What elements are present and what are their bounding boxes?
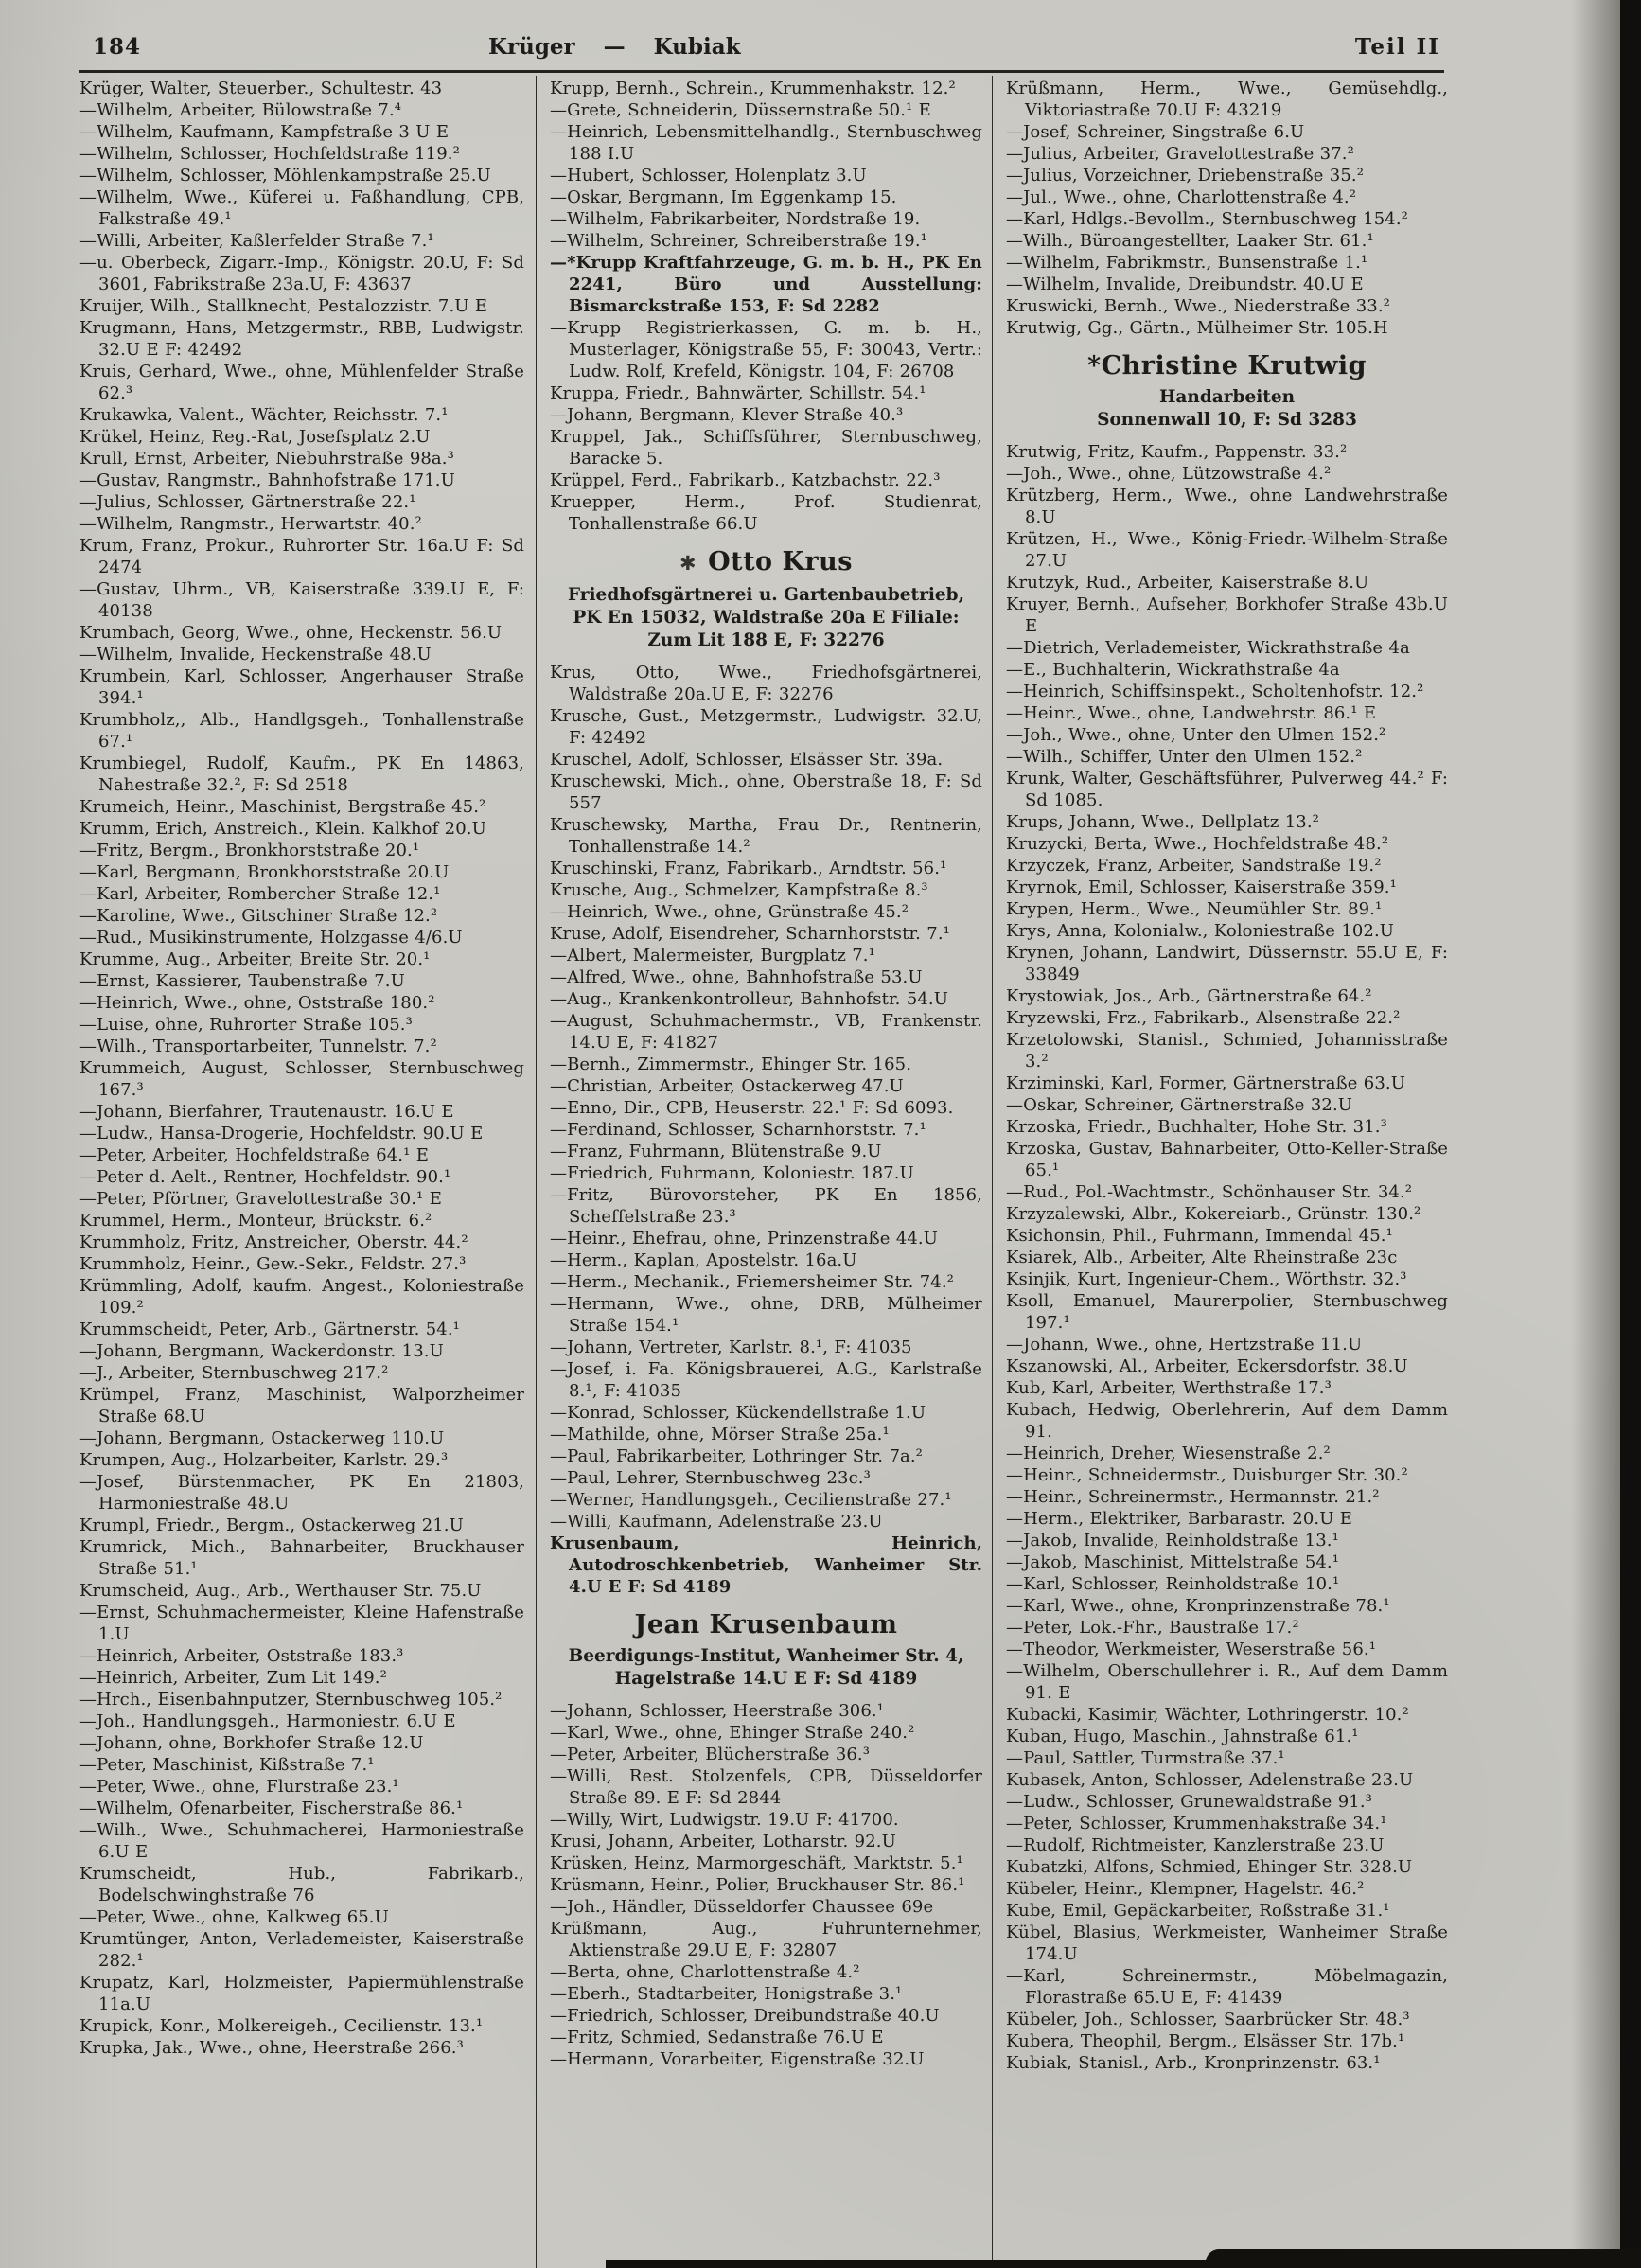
directory-entry: —Jakob, Invalide, Reinholdstraße 13.¹ — [1006, 1531, 1339, 1550]
column-3 — [992, 76, 1448, 2268]
directory-entry: Kubiak, Stanisl., Arb., Kronprinzenstr. 63.¹ — [1006, 2053, 1381, 2073]
page-title — [488, 34, 741, 60]
directory-entry: —J., Arbeiter, Sternbuschweg 217.² — [79, 1363, 389, 1383]
ad-line: Handarbeiten — [1158, 387, 1296, 407]
directory-entry: Krzyczek, Franz, Arbeiter, Sandstraße 19.² — [1006, 856, 1382, 876]
directory-entry: —Johann, Vertreter, Karlstr. 8.¹, F: 41035 — [550, 1338, 912, 1357]
directory-entry: Ksoll, Emanuel, Maurerpolier, Sternbuschweg 197.¹ — [1006, 1291, 1448, 1333]
directory-entry: —Jul., Wwe., ohne, Charlottenstraße 4.² — [1006, 187, 1357, 207]
directory-entry: —Wilhelm, Fabrikarbeiter, Nordstraße 19. — [550, 209, 921, 229]
directory-entry: —Ludw., Schlosser, Grunewaldstraße 91.³ — [1006, 1792, 1372, 1812]
directory-entry: —Peter, Schlosser, Krummenhakstraße 34.¹ — [1006, 1814, 1387, 1834]
directory-entry: Krumbholz,, Alb., Handlgsgeh., Tonhallenstraße 67.¹ — [79, 710, 524, 752]
directory-entry: Krutzyk, Rud., Arbeiter, Kaiserstraße 8.U — [1006, 573, 1369, 593]
directory-entry: Krzoska, Gustav, Bahnarbeiter, Otto-Keller-Straße 65.¹ — [1006, 1139, 1448, 1180]
directory-entry: Kruis, Gerhard, Wwe., ohne, Mühlenfelder Straße 62.³ — [79, 362, 524, 403]
directory-entry: —Albert, Malermeister, Burgplatz 7.¹ — [550, 946, 875, 966]
directory-entry: —Luise, ohne, Ruhrorter Straße 105.³ — [79, 1015, 413, 1035]
directory-entry: Krüsken, Heinz, Marmorgeschäft, Marktstr. 5.¹ — [550, 1853, 963, 1873]
directory-entry: Krups, Johann, Wwe., Dellplatz 13.² — [1006, 812, 1319, 832]
directory-entry: —Oskar, Bergmann, Im Eggenkamp 15. — [550, 187, 897, 207]
directory-entry: —Rud., Pol.-Wachtmstr., Schönhauser Str. 34.² — [1006, 1182, 1413, 1202]
directory-ad — [550, 1609, 982, 1691]
directory-entry: Krumscheid, Aug., Arb., Werthauser Str. 75.U — [79, 1581, 482, 1601]
directory-entry: —Wilhelm, Invalide, Dreibundstr. 40.U E — [1006, 275, 1364, 294]
directory-entry: —Josef, i. Fa. Königsbrauerei, A.G., Karlstraße 8.¹, F: 41035 — [550, 1359, 982, 1401]
directory-entry: —Heinrich, Wwe., ohne, Oststraße 180.² — [79, 993, 435, 1013]
directory-entry: —Wilhelm, Schlosser, Hochfeldstraße 119.² — [79, 144, 460, 164]
directory-entry: —Paul, Sattler, Turmstraße 37.¹ — [1006, 1748, 1285, 1768]
directory-entry: —Rud., Musikinstrumente, Holzgasse 4/6.U — [79, 928, 463, 948]
ad-line: Zum Lit 188 E, F: 32276 — [647, 630, 885, 650]
directory-entry: Krusi, Johann, Arbeiter, Lotharstr. 92.U — [550, 1832, 896, 1852]
ad-line: Hagelstraße 14.U E F: Sd 4189 — [614, 1669, 918, 1689]
directory-entry: —Johann, Wwe., ohne, Hertzstraße 11.U — [1006, 1335, 1363, 1355]
column-1 — [79, 76, 536, 2268]
directory-entry: Krusche, Gust., Metzgermstr., Ludwigstr. 32.U, F: 42492 — [550, 706, 982, 748]
directory-entry: —Heinr., Wwe., ohne, Landwehrstr. 86.¹ E — [1006, 703, 1377, 723]
directory-entry: Ksichonsin, Phil., Fuhrmann, Immendal 45.¹ — [1006, 1226, 1393, 1246]
directory-entry: —Gustav, Rangmstr., Bahnhofstraße 171.U — [79, 470, 455, 490]
directory-entry: Kryzewski, Frz., Fabrikarb., Alsenstraße 22.² — [1006, 1008, 1401, 1028]
directory-entry: —Wilh., Transportarbeiter, Tunnelstr. 7.² — [79, 1037, 437, 1056]
directory-entry: Krützen, H., Wwe., König-Friedr.-Wilhelm-Straße 27.U — [1006, 529, 1448, 571]
directory-entry: —Heinrich, Arbeiter, Oststraße 183.³ — [79, 1646, 404, 1666]
directory-entry: Krynen, Johann, Landwirt, Düssernstr. 55.U E, F: 33849 — [1006, 943, 1448, 984]
directory-entry: —Willy, Wirt, Ludwigstr. 19.U F: 41700. — [550, 1810, 899, 1830]
directory-entry: —Karoline, Wwe., Gitschiner Straße 12.² — [79, 906, 438, 926]
directory-entry: Krümmling, Adolf, kaufm. Angest., Koloniestraße 109.² — [79, 1276, 524, 1318]
directory-entry: Krumbach, Georg, Wwe., ohne, Heckenstr. 56.U — [79, 623, 503, 643]
directory-entry: Krumbiegel, Rudolf, Kaufm., PK En 14863, Nahestraße 32.², F: Sd 2518 — [79, 753, 524, 795]
directory-entry: Krüßmann, Aug., Fuhrunternehmer, Aktienstraße 29.U E, F: 32807 — [550, 1919, 982, 1960]
directory-entry: Kubach, Hedwig, Oberlehrerin, Auf dem Damm 91. — [1006, 1400, 1448, 1442]
directory-entry: —Johann, ohne, Borkhofer Straße 12.U — [79, 1733, 424, 1753]
directory-entry: Krützberg, Herm., Wwe., ohne Landwehrstraße 8.U — [1006, 486, 1448, 527]
directory-entry: —Herm., Kaplan, Apostelstr. 16a.U — [550, 1250, 857, 1270]
directory-entry: —Heinrich, Arbeiter, Zum Lit 149.² — [79, 1668, 387, 1688]
page-number: 184 — [93, 34, 142, 60]
directory-entry: —Heinrich, Lebensmittelhandlg., Sternbuschweg 188 I.U — [550, 122, 982, 164]
directory-entry: —Jakob, Maschinist, Mittelstraße 54.¹ — [1006, 1552, 1340, 1572]
directory-entry: Krukawka, Valent., Wächter, Reichsstr. 7.¹ — [79, 405, 449, 425]
directory-entry: Kruschel, Adolf, Schlosser, Elsässer Str. 39a. — [550, 750, 944, 770]
directory-entry: Kubacki, Kasimir, Wächter, Lothringerstr. 10.² — [1006, 1705, 1409, 1725]
directory-entry: —Joh., Händler, Düsseldorfer Chaussee 69e — [550, 1897, 934, 1917]
directory-entry: —Karl, Arbeiter, Rombercher Straße 12.¹ — [79, 884, 441, 904]
directory-entry: Krüßmann, Herm., Wwe., Gemüsehdlg., Viktoriastraße 70.U F: 43219 — [1006, 79, 1448, 120]
directory-entry: Krzetolowski, Stanisl., Schmied, Johannisstraße 3.² — [1006, 1030, 1448, 1072]
directory-entry: —Joh., Wwe., ohne, Lützowstraße 4.² — [1006, 464, 1332, 484]
directory-entry: Krumpl, Friedr., Bergm., Ostackerweg 21.U — [79, 1515, 464, 1535]
part-label: Teil II — [1354, 34, 1440, 60]
directory-entry: Krummel, Herm., Monteur, Brückstr. 6.² — [79, 1211, 432, 1231]
directory-entry: —Peter, Maschinist, Kißstraße 7.¹ — [79, 1755, 375, 1775]
directory-entry: Kruijer, Wilh., Stallknecht, Pestalozzistr. 7.U E — [79, 296, 488, 316]
header-rule — [79, 70, 1444, 73]
directory-entry: —Karl, Bergmann, Bronkhorststraße 20.U — [79, 862, 450, 882]
directory-entry: Kübel, Blasius, Werkmeister, Wanheimer Straße 174.U — [1006, 1922, 1448, 1964]
ad-line: Friedhofsgärtnerei u. Gartenbaubetrieb, — [567, 585, 965, 605]
directory-entry: —Karl, Wwe., ohne, Kronprinzenstraße 78.¹ — [1006, 1596, 1390, 1616]
directory-entry: Krumrick, Mich., Bahnarbeiter, Bruckhauser Straße 51.¹ — [79, 1537, 524, 1579]
ad-title: *Christine Krutwig — [1086, 351, 1368, 381]
directory-entry: —Wilhelm, Oberschullehrer i. R., Auf dem Damm 91. E — [1006, 1661, 1448, 1703]
directory-entry: —Heinr., Schreinermstr., Hermannstr. 21.² — [1006, 1487, 1380, 1507]
directory-entry: —Herm., Mechanik., Friemersheimer Str. 74.² — [550, 1272, 954, 1292]
directory-entry: —August, Schuhmachermstr., VB, Frankenstr. 14.U E, F: 41827 — [550, 1011, 982, 1053]
directory-entry: —Josef, Bürstenmacher, PK En 21803, Harmoniestraße 48.U — [79, 1472, 524, 1514]
directory-entry: —Wilhelm, Fabrikmstr., Bunsenstraße 1.¹ — [1006, 253, 1368, 273]
directory-entry: —Friedrich, Fuhrmann, Koloniestr. 187.U — [550, 1163, 914, 1183]
directory-entry: Ksiarek, Alb., Arbeiter, Alte Rheinstraße 23c — [1006, 1248, 1398, 1267]
directory-entry: Kruyer, Bernh., Aufseher, Borkhofer Straße 43b.U E — [1006, 594, 1448, 636]
directory-entry: —Aug., Krankenkontrolleur, Bahnhofstr. 54.U — [550, 989, 949, 1009]
directory-entry: Krummholz, Fritz, Anstreicher, Oberstr. 44.² — [79, 1232, 468, 1252]
directory-entry: Krupick, Konr., Molkereigeh., Cecilienstr. 13.¹ — [79, 2016, 484, 2036]
scan-edge-right — [1620, 0, 1641, 2268]
directory-entry: Krus, Otto, Wwe., Friedhofsgärtnerei, Waldstraße 20a.U E, F: 32276 — [550, 663, 982, 704]
directory-entry: —Fritz, Bürovorsteher, PK En 1856, Scheffelstraße 23.³ — [550, 1185, 982, 1227]
directory-entry: —Johann, Bergmann, Wackerdonstr. 13.U — [79, 1341, 444, 1361]
directory-entry: Krükel, Heinz, Reg.-Rat, Josefsplatz 2.U — [79, 427, 431, 447]
directory-entry: —Julius, Schlosser, Gärtnerstraße 22.¹ — [79, 492, 416, 512]
directory-entry: —Gustav, Uhrm., VB, Kaiserstraße 339.U E, F: 40138 — [79, 579, 524, 621]
directory-entry: Krümpel, Franz, Maschinist, Walporzheimer Straße 68.U — [79, 1385, 524, 1426]
ad-line: Beerdigungs-Institut, Wanheimer Str. 4, — [568, 1646, 964, 1666]
scan-edge-bottom — [606, 2260, 1641, 2268]
directory-entry: —Johann, Schlosser, Heerstraße 306.¹ — [550, 1701, 885, 1721]
directory-entry: —Oskar, Schreiner, Gärtnerstraße 32.U — [1006, 1095, 1353, 1115]
directory-entry: —Theodor, Werkmeister, Weserstraße 56.¹ — [1006, 1639, 1377, 1659]
directory-entry: —Wilhelm, Kaufmann, Kampfstraße 3 U E — [79, 122, 450, 142]
directory-entry: Kubatzki, Alfons, Schmied, Ehinger Str. 328.U — [1006, 1857, 1413, 1877]
directory-entry: —Eberh., Stadtarbeiter, Honigstraße 3.¹ — [550, 1984, 903, 2004]
directory-entry: —Karl, Wwe., ohne, Ehinger Straße 240.² — [550, 1723, 915, 1743]
directory-entry: —Wilhelm, Invalide, Heckenstraße 48.U — [79, 645, 432, 664]
directory-entry: Krupka, Jak., Wwe., ohne, Heerstraße 266.³ — [79, 2038, 464, 2058]
page-header — [79, 32, 1444, 68]
directory-entry: —Fritz, Bergm., Bronkhorststraße 20.¹ — [79, 841, 420, 860]
directory-entry: —Wilhelm, Arbeiter, Bülowstraße 7.⁴ — [79, 100, 402, 120]
directory-entry: —Friedrich, Schlosser, Dreibundstraße 40.U — [550, 2006, 940, 2026]
directory-entry: —Heinrich, Schiffsinspekt., Scholtenhofstr. 12.² — [1006, 682, 1424, 701]
directory-entry: —Peter, Wwe., ohne, Flurstraße 23.¹ — [79, 1777, 399, 1797]
directory-entry: —Ferdinand, Schlosser, Scharnhorststr. 7.¹ — [550, 1120, 926, 1140]
directory-entry: —Peter, Arbeiter, Hochfeldstraße 64.¹ E — [79, 1145, 430, 1165]
directory-entry: Krusche, Aug., Schmelzer, Kampfstraße 8.³ — [550, 880, 928, 900]
directory-entry: Krull, Ernst, Arbeiter, Niebuhrstraße 98a.³ — [79, 449, 454, 469]
florette-ornament-icon: ✱ — [679, 552, 697, 575]
directory-entry: —Johann, Bergmann, Klever Straße 40.³ — [550, 405, 904, 425]
directory-entry: —Hubert, Schlosser, Holenplatz 3.U — [550, 166, 867, 186]
directory-entry: Krumeich, Heinr., Maschinist, Bergstraße 45.² — [79, 797, 486, 817]
directory-entry: —Willi, Kaufmann, Adelenstraße 23.U — [550, 1512, 883, 1532]
directory-entry: —Hrch., Eisenbahnputzer, Sternbuschweg 105.² — [79, 1690, 503, 1710]
directory-entry: —Julius, Arbeiter, Gravelottestraße 37.² — [1006, 144, 1354, 164]
directory-entry: Krzoska, Friedr., Buchhalter, Hohe Str. 31.³ — [1006, 1117, 1387, 1137]
directory-entry: —Grete, Schneiderin, Düssernstraße 50.¹ E — [550, 100, 931, 120]
directory-entry: —Alfred, Wwe., ohne, Bahnhofstraße 53.U — [550, 967, 923, 987]
directory-entry: Kubasek, Anton, Schlosser, Adelenstraße 23.U — [1006, 1770, 1414, 1790]
directory-entry: Kube, Emil, Gepäckarbeiter, Roßstraße 31.¹ — [1006, 1901, 1390, 1921]
directory-entry: —Johann, Bierfahrer, Trautenaustr. 16.U E — [79, 1102, 454, 1122]
directory-entry: —Willi, Arbeiter, Kaßlerfelder Straße 7.¹ — [79, 231, 434, 251]
directory-entry: —Wilhelm, Rangmstr., Herwartstr. 40.² — [79, 514, 422, 534]
directory-entry: Kruppa, Friedr., Bahnwärter, Schillstr. 54.¹ — [550, 383, 926, 403]
directory-entry: —Peter, Pförtner, Gravelottestraße 30.¹ E — [79, 1189, 442, 1209]
directory-entry: Krusenbaum, Heinrich, Autodroschkenbetrieb, Wanheimer Str. 4.U E F: Sd 4189 — [550, 1533, 982, 1597]
directory-entry: —Peter, Arbeiter, Blücherstraße 36.³ — [550, 1745, 871, 1764]
directory-entry: —Karl, Hdlgs.-Bevollm., Sternbuschweg 154.² — [1006, 209, 1408, 229]
directory-entry: —Christian, Arbeiter, Ostackerweg 47.U — [550, 1076, 904, 1096]
directory-entry: Kruswicki, Bernh., Wwe., Niederstraße 33.² — [1006, 296, 1390, 316]
directory-entry: Ksinjik, Kurt, Ingenieur-Chem., Wörthstr. 32.³ — [1006, 1269, 1407, 1289]
directory-entry: Krumme, Aug., Arbeiter, Breite Str. 20.¹ — [79, 949, 431, 969]
directory-entry: Kub, Karl, Arbeiter, Werthstraße 17.³ — [1006, 1378, 1332, 1398]
directory-entry: —Joh., Handlungsgeh., Harmoniestr. 6.U E — [79, 1711, 456, 1731]
directory-entry: Krummholz, Heinr., Gew.-Sekr., Feldstr. 27.³ — [79, 1254, 467, 1274]
directory-entry: —Wilhelm, Wwe., Küferei u. Faßhandlung, CPB, Falkstraße 49.¹ — [79, 187, 524, 229]
directory-entry: —Krupp Registrierkassen, G. m. b. H., Musterlager, Königstraße 55, F: 30043, Vertr.: Ludw. Rolf, Krefeld, Königstr. 104, F: 26708 — [550, 318, 982, 381]
column-2 — [536, 76, 992, 2268]
directory-entry: —Bernh., Zimmermstr., Ehinger Str. 165. — [550, 1054, 912, 1074]
directory-entry: —Franz, Fuhrmann, Blütenstraße 9.U — [550, 1142, 882, 1161]
directory-entry: Krummeich, August, Schlosser, Sternbuschweg 167.³ — [79, 1058, 524, 1100]
directory-entry: Kruse, Adolf, Eisendreher, Scharnhorststr. 7.¹ — [550, 924, 950, 944]
directory-entry: Krumscheidt, Hub., Fabrikarb., Bodelschwinghstraße 76 — [79, 1864, 524, 1905]
directory-entry: —Heinr., Ehefrau, ohne, Prinzenstraße 44.U — [550, 1229, 939, 1249]
directory-entry: —Berta, ohne, Charlottenstraße 4.² — [550, 1962, 860, 1982]
directory-entry: Kruepper, Herm., Prof. Studienrat, Tonhallenstraße 66.U — [550, 492, 982, 534]
directory-entry: Kruppel, Jak., Schiffsführer, Sternbuschweg, Baracke 5. — [550, 427, 982, 469]
directory-entry: —*Krupp Kraftfahrzeuge, G. m. b. H., PK En 2241, Büro und Ausstellung: Bismarckstraße 153, F: Sd 2282 — [550, 253, 982, 316]
ad-title: Jean Krusenbaum — [634, 1610, 898, 1639]
directory-entry: —Wilhelm, Ofenarbeiter, Fischerstraße 86.¹ — [79, 1798, 464, 1818]
directory-entry: —Werner, Handlungsgeh., Cecilienstraße 27.¹ — [550, 1490, 952, 1510]
directory-entry: —Karl, Schreinermstr., Möbelmagazin, Florastraße 65.U E, F: 41439 — [1006, 1966, 1448, 2008]
directory-entry: —Hermann, Vorarbeiter, Eigenstraße 32.U — [550, 2049, 925, 2069]
directory-entry: —Peter, Wwe., ohne, Kalkweg 65.U — [79, 1907, 389, 1927]
directory-entry: —Ernst, Schuhmachermeister, Kleine Hafenstraße 1.U — [79, 1603, 524, 1644]
scan-shadow-right — [1571, 0, 1620, 2268]
ad-title: ✱ Otto Krus — [679, 547, 853, 576]
directory-entry: —Mathilde, ohne, Mörser Straße 25a.¹ — [550, 1425, 890, 1444]
directory-entry: Krutwig, Gg., Gärtn., Mülheimer Str. 105.H — [1006, 318, 1388, 338]
directory-entry: Krys, Anna, Kolonialw., Koloniestraße 102.U — [1006, 921, 1395, 941]
directory-entry: Krum, Franz, Prokur., Ruhrorter Str. 16a.U F: Sd 2474 — [79, 536, 524, 577]
directory-entry: Krüppel, Ferd., Fabrikarb., Katzbachstr. 22.³ — [550, 470, 941, 490]
ad-line: Sonnenwall 10, F: Sd 3283 — [1097, 410, 1357, 430]
directory-entry: Krutwig, Fritz, Kaufm., Pappenstr. 33.² — [1006, 442, 1348, 462]
directory-entry: —Karl, Schlosser, Reinholdstraße 10.¹ — [1006, 1574, 1340, 1594]
title-last-name: Kubiak — [653, 34, 741, 60]
directory-entry: Krystowiak, Jos., Arb., Gärtnerstraße 64.² — [1006, 986, 1372, 1006]
directory-entry: —Wilh., Wwe., Schuhmacherei, Harmoniestraße 6.U E — [79, 1820, 524, 1862]
directory-entry: Kruzycki, Berta, Wwe., Hochfeldstraße 48.² — [1006, 834, 1389, 854]
directory-entry: —Peter, Lok.-Fhr., Baustraße 17.² — [1006, 1618, 1299, 1638]
directory-entry: —Ludw., Hansa-Drogerie, Hochfeldstr. 90.U E — [79, 1124, 484, 1143]
directory-entry: —Ernst, Kassierer, Taubenstraße 7.U — [79, 971, 405, 991]
directory-entry: Krunk, Walter, Geschäftsführer, Pulverweg 44.² F: Sd 1085. — [1006, 769, 1448, 810]
directory-entry: —Hermann, Wwe., ohne, DRB, Mülheimer Straße 154.¹ — [550, 1294, 982, 1336]
directory-entry: —Wilh., Büroangestellter, Laaker Str. 61.¹ — [1006, 231, 1374, 251]
directory-entry: Krumm, Erich, Anstreich., Klein. Kalkhof 20.U — [79, 819, 486, 839]
directory-entry: —Wilhelm, Schlosser, Möhlenkampstraße 25.U — [79, 166, 491, 186]
directory-entry: —Heinrich, Wwe., ohne, Grünstraße 45.² — [550, 902, 909, 922]
directory-entry: Krupatz, Karl, Holzmeister, Papiermühlenstraße 11a.U — [79, 1973, 524, 2014]
directory-entry: —Dietrich, Verlademeister, Wickrathstraße 4a — [1006, 638, 1410, 658]
directory-columns — [79, 76, 1448, 2268]
directory-entry: —Josef, Schreiner, Singstraße 6.U — [1006, 122, 1305, 142]
directory-entry: Kruschinski, Franz, Fabrikarb., Arndtstr. 56.¹ — [550, 859, 947, 878]
ad-line: PK En 15032, Waldstraße 20a E Filiale: — [573, 608, 960, 628]
directory-entry: Kübeler, Heinr., Klempner, Hagelstr. 46.² — [1006, 1879, 1365, 1899]
directory-entry: —Heinrich, Dreher, Wiesenstraße 2.² — [1006, 1444, 1331, 1463]
directory-entry: —Peter d. Aelt., Rentner, Hochfeldstr. 90.¹ — [79, 1167, 451, 1187]
directory-entry: —E., Buchhalterin, Wickrathstraße 4a — [1006, 660, 1340, 680]
directory-entry: —Wilhelm, Schreiner, Schreiberstraße 19.¹ — [550, 231, 927, 251]
directory-entry: Krzyzalewski, Albr., Kokereiarb., Grünstr. 130.² — [1006, 1204, 1421, 1224]
directory-entry: Kubera, Theophil, Bergm., Elsässer Str. 17b.¹ — [1006, 2031, 1405, 2051]
directory-entry: —Johann, Bergmann, Ostackerweg 110.U — [79, 1428, 445, 1448]
directory-entry: Krummscheidt, Peter, Arb., Gärtnerstr. 54.¹ — [79, 1320, 460, 1339]
directory-entry: —Konrad, Schlosser, Kückendellstraße 1.U — [550, 1403, 926, 1423]
directory-entry: Krypen, Herm., Wwe., Neumühler Str. 89.¹ — [1006, 899, 1383, 919]
directory-entry: Krumtünger, Anton, Verlademeister, Kaiserstraße 282.¹ — [79, 1929, 524, 1971]
directory-entry: Kuban, Hugo, Maschin., Jahnstraße 61.¹ — [1006, 1727, 1359, 1746]
directory-entry: —Joh., Wwe., ohne, Unter den Ulmen 152.² — [1006, 725, 1386, 745]
directory-entry: Krumpen, Aug., Holzarbeiter, Karlstr. 29.³ — [79, 1450, 449, 1470]
directory-entry: Kszanowski, Al., Arbeiter, Eckersdorfstr. 38.U — [1006, 1356, 1408, 1376]
directory-entry: —Paul, Fabrikarbeiter, Lothringer Str. 7a.² — [550, 1446, 923, 1466]
directory-entry: —Willi, Rest. Stolzenfels, CPB, Düsseldorfer Straße 89. E F: Sd 2844 — [550, 1766, 982, 1808]
directory-entry: —Fritz, Schmied, Sedanstraße 76.U E — [550, 2028, 884, 2047]
directory-ad — [550, 546, 982, 652]
directory-entry: Kryrnok, Emil, Schlosser, Kaiserstraße 359.¹ — [1006, 877, 1397, 897]
directory-entry: Kruschewsky, Martha, Frau Dr., Rentnerin, Tonhallenstraße 14.² — [550, 815, 982, 857]
title-dash: — — [603, 34, 626, 60]
directory-entry: —Herm., Elektriker, Barbarastr. 20.U E — [1006, 1509, 1353, 1529]
directory-entry: Kübeler, Joh., Schlosser, Saarbrücker Str. 48.³ — [1006, 2010, 1410, 2029]
directory-entry: —Enno, Dir., CPB, Heuserstr. 22.¹ F: Sd 6093. — [550, 1098, 954, 1118]
directory-ad — [1006, 350, 1448, 432]
directory-entry: Krüsmann, Heinr., Polier, Bruckhauser Str. 86.¹ — [550, 1875, 965, 1895]
directory-entry: Krziminski, Karl, Former, Gärtnerstraße 63.U — [1006, 1073, 1405, 1093]
directory-entry: —Paul, Lehrer, Sternbuschweg 23c.³ — [550, 1468, 871, 1488]
directory-entry: Krüger, Walter, Steuerber., Schultestr. 43 — [79, 79, 443, 98]
directory-entry: Krugmann, Hans, Metzgermstr., RBB, Ludwigstr. 32.U E F: 42492 — [79, 318, 524, 360]
directory-entry: Krupp, Bernh., Schrein., Krummenhakstr. 12.² — [550, 79, 956, 98]
directory-entry: Kruschewski, Mich., ohne, Oberstraße 18, F: Sd 557 — [550, 771, 982, 813]
directory-entry: —Rudolf, Richtmeister, Kanzlerstraße 23.U — [1006, 1835, 1385, 1855]
directory-entry: —u. Oberbeck, Zigarr.-Imp., Königstr. 20.U, F: Sd 3601, Fabrikstraße 23a.U, F: 43637 — [79, 253, 524, 294]
directory-entry: —Heinr., Schneidermstr., Duisburger Str. 30.² — [1006, 1465, 1408, 1485]
title-first-name: Krüger — [488, 34, 575, 60]
directory-entry: —Julius, Vorzeichner, Driebenstraße 35.² — [1006, 166, 1365, 186]
directory-entry: —Wilh., Schiffer, Unter den Ulmen 152.² — [1006, 747, 1363, 767]
directory-entry: Krumbein, Karl, Schlosser, Angerhauser Straße 394.¹ — [79, 666, 524, 708]
